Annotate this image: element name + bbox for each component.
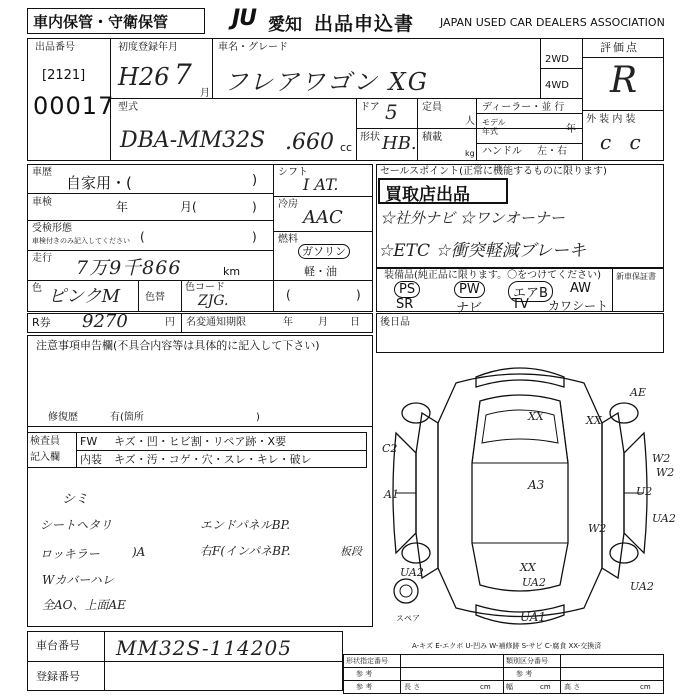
classification-label: 類別区分番号 [506,657,548,665]
displacement-unit: cc [340,141,353,154]
model-year-unit: 年 [566,124,576,135]
note-board: 板段 [340,545,362,558]
mark-w2-center: W2 [588,522,607,535]
mileage-label: 走行 [32,253,52,264]
lot-sub-number: [2121] [42,68,86,83]
ref-label-2: 参 考 [516,670,533,678]
color-value: ピンクM [48,286,121,307]
selling-points-banner: 買取店出品 [385,185,470,205]
registration-era-year: H26 [118,63,170,91]
damage-legend: A-キズ E-エクボ U-凹み W-補修跡 S-サビ C-腐食 XX-交換済 [412,642,602,650]
color-label: 色 [32,283,42,294]
attention-label: 注意事項申告欄(不具合内容等は具体的に記入して下さい) [36,339,320,352]
ac-label: 冷房 [278,199,298,210]
mark-ua2-right-rear: UA2 [630,580,654,593]
wheel-front-right [610,403,638,423]
note-stain: シミ [62,492,89,507]
interior-label: 内装 [80,453,102,466]
note-roof: 全AO、上面AE [42,598,126,612]
registration-month: 7 [174,58,192,91]
length-unit: cm [480,683,491,691]
mark-xx-right-front: XX [586,414,602,427]
equip-seat: カワシート [548,299,609,313]
fuel-open: ( [286,288,291,302]
first-registration-label: 初度登録年月 [118,42,178,53]
doors-value: 5 [385,100,398,124]
front-bumper [476,368,564,387]
displacement-value: .660 [285,130,334,155]
wheel-rear-left [402,543,430,563]
inspector-label1: 検査員 [30,436,60,447]
storage-notice: 車内保管・守衛保管 [33,13,169,31]
mark-w2-right-top: W2 [652,452,671,465]
interior-items: キズ・汚・コゲ・穴・スレ・キレ・破レ [114,453,312,466]
model-year-label: モデル 年式 [482,118,506,136]
spare-tire [394,579,418,603]
wheel-front-left [402,403,430,423]
later-label: 後日品 [380,317,410,328]
mark-a3: A3 [528,478,545,492]
diagram-box [376,313,664,353]
recycle-value: 9270 [82,311,128,332]
rating-value: R [610,60,638,101]
dealer-parallel: ディーラー・並 行 [482,102,565,113]
width-label: 幅 [506,683,513,691]
shift-label: シフト [278,167,308,178]
model-label: 型式 [118,102,138,113]
mark-ae: AE [630,386,646,399]
capacity-unit: 人 [465,116,475,127]
drive-2wd: 2WD [545,54,569,65]
rating-label: 評価点 [600,41,639,54]
model-value: DBA-MM32S [120,128,266,153]
car-name-value: フレアワゴン XG [224,68,429,96]
shift-value: I AT. [303,175,339,194]
shape-designation-label: 形状指定番号 [346,657,388,665]
mark-a1: A1 [384,488,399,501]
handle-label: ハンドル [482,146,522,157]
chassis-value: MM32S-114205 [116,636,292,660]
left-side-panel [416,413,438,578]
name-change-year: 年 [283,317,293,328]
selling-point-line2: ☆ETC ☆衝突軽減ブレーキ [378,241,586,261]
note-end-panel: エンドパネルBP. [200,518,291,532]
inspector-label2: 記入欄 [30,452,60,463]
inspection-label: 車検 [32,197,52,208]
history-close: ) [252,173,258,188]
length-label: 長 さ [404,683,421,691]
width-unit: cm [540,683,551,691]
color-code-label: 色コード [185,282,225,293]
equip-tv: TV [512,297,529,312]
association-name: JAPAN USED CAR DEALERS ASSOCIATION [440,16,665,29]
mark-xx-front: XX [528,410,544,423]
load-unit: kg [465,149,475,158]
name-change-day: 日 [350,317,360,328]
chassis-label: 車台番号 [36,639,80,652]
acceptance-label: 受検形態 [32,223,72,234]
equip-aw: AW [570,281,592,296]
color-code-value: ZJG. [198,293,229,309]
mark-u2: U2 [636,485,653,498]
capacity-label: 定員 [422,102,442,113]
name-change-month: 月 [318,317,328,328]
repair-value: 有(箇所 [110,412,144,423]
mark-ua2-rear: UA2 [522,576,546,589]
inspection-month: 月( [180,200,197,214]
height-unit: cm [640,683,651,691]
equipment-label: 装備品(純正品に限ります。〇をつけてください) [384,270,602,281]
ext-int-value: c c [600,130,647,154]
acceptance-open: ( [140,230,145,244]
ref-label-1: 参 考 [356,670,373,678]
height-label: 高 さ [564,683,581,691]
load-label: 積載 [422,132,442,143]
recycle-label: R券 [32,316,51,329]
document-title: 出品申込書 [314,13,415,35]
mileage-unit: km [223,265,241,278]
fw-items: キズ・凹・ヒビ割・リペア跡・X要 [114,435,287,448]
note-seat: シートヘタリ [40,518,113,532]
equip-ps: PS [394,281,420,298]
fuel-label: 燃料 [278,234,298,245]
ju-logo: JU [232,6,257,31]
repair-label: 修復歴 [48,412,78,423]
doors-label: ドア [360,102,380,113]
fw-label: FW [80,435,98,448]
equip-pw: PW [454,281,485,298]
acceptance-note: 車検付きのみ記入してください [32,237,130,245]
selling-point-line1: ☆社外ナビ ☆ワンオーナー [380,209,565,227]
lot-number-label: 出品番号 [35,42,75,53]
note-cover: Wカバーハレ [42,573,114,587]
right-side-panel [602,413,624,578]
mark-xx-rear: XX [520,561,536,574]
spare-label: スペア [396,614,420,623]
month-unit: 月 [200,88,210,99]
mark-ua2-left: UA2 [400,566,424,579]
car-diagram [376,353,664,643]
inspection-close: ) [252,200,257,214]
note-dash: 右F(インパネBP. [200,544,291,558]
fuel-gasoline: ガソリン [298,244,350,259]
drive-4wd: 4WD [545,80,569,91]
fuel-diesel: 軽・油 [304,265,337,278]
inspection-year: 年 [116,200,129,214]
new-record-label: 新車保証書 [616,272,656,281]
acceptance-close: ) [252,230,257,244]
fuel-close: ) [356,288,361,302]
repair-close: ) [256,412,260,423]
handle-value: 左・右 [537,146,567,157]
ref-label-3: 参 考 [356,683,373,691]
ac-value: AAC [303,207,343,228]
note-mirror: ロッキラー [40,547,100,561]
history-label: 車歴 [32,167,52,178]
color-change-label: 色替 [145,292,165,303]
selling-points-label: セールスポイント(正常に機能するものに限ります) [380,166,607,177]
lot-number: 00017 [33,92,115,120]
history-value: 自家用・( [66,174,132,192]
mileage-value: 7万9千866 [76,257,182,279]
equip-airbag: エアB [508,281,553,302]
equip-sr: SR [396,297,414,312]
shape-label: 形状 [360,132,380,143]
ext-int-label: 外 装 内 装 [586,114,636,125]
plate-label: 登録番号 [36,670,80,683]
car-name-label: 車名・グレード [218,42,288,53]
mark-w2-right-mid: W2 [656,466,675,479]
shape-value: HB. [382,133,417,154]
mark-ua1: UA1 [520,610,547,624]
note-mirror-grade: )A [132,545,146,559]
mark-c2: C2 [382,442,398,455]
wheel-rear-right [610,543,638,563]
mark-ua2-right: UA2 [652,512,676,525]
equip-navi: ナビ [456,301,483,316]
name-change-label: 名変通知期限 [186,317,246,328]
branch-name: 愛知 [268,15,302,35]
recycle-unit: 円 [165,317,175,328]
